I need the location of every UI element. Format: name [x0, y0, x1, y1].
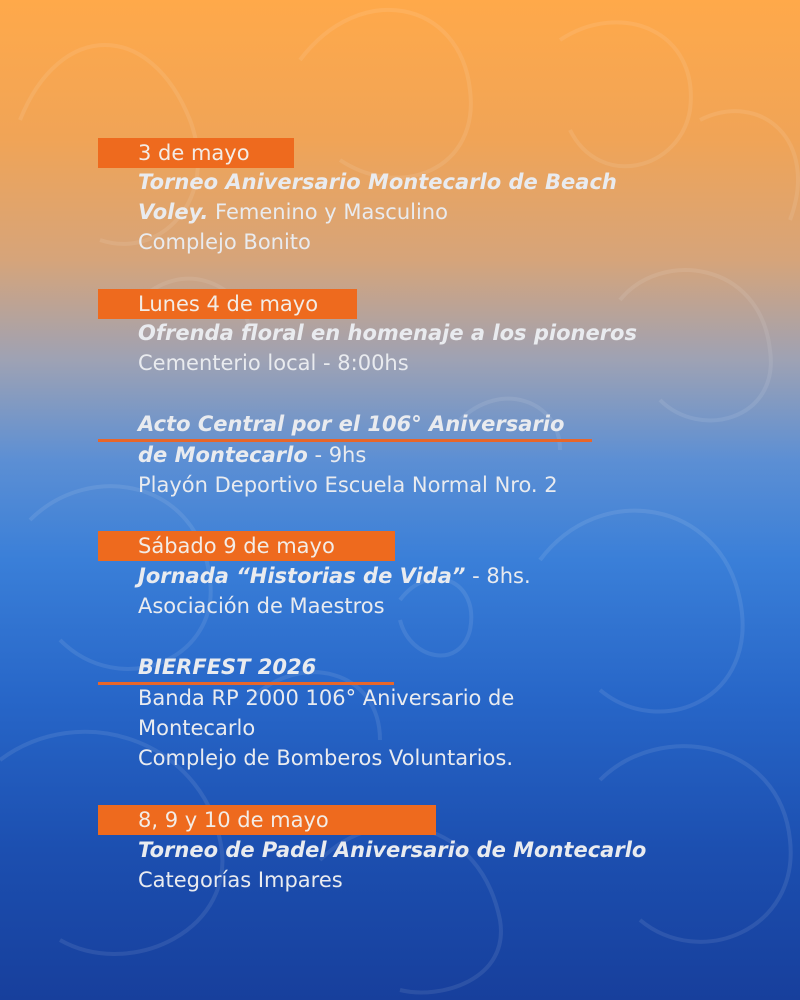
date-tag: [98, 138, 294, 168]
event-time: - 8hs.: [472, 564, 531, 588]
date-label: Sábado 9 de mayo: [138, 534, 335, 558]
event-place: Asociación de Maestros: [138, 594, 385, 618]
date-tag: [98, 531, 395, 561]
event-detail: Femenino y Masculino: [215, 200, 448, 224]
event-place: Playón Deportivo Escuela Normal Nro. 2: [138, 473, 558, 497]
event-title: Ofrenda floral en homenaje a los pioneros: [138, 321, 637, 345]
event-title: BIERFEST 2026: [138, 655, 317, 679]
event-title: Jornada “Historias de Vida”: [138, 564, 466, 588]
event-title: Acto Central por el 106° Aniversario: [138, 412, 565, 436]
event-title-line: [138, 562, 531, 590]
date-label: Lunes 4 de mayo: [138, 292, 319, 316]
event-place: Complejo de Bomberos Voluntarios.: [138, 746, 514, 770]
event-place: Cementerio local - 8:00hs: [138, 351, 409, 375]
event-title-line2: [138, 441, 366, 469]
date-tag: [98, 289, 357, 319]
event-place: Complejo Bonito: [138, 230, 311, 254]
event-title: Torneo Aniversario Montecarlo de Beach: [138, 170, 617, 194]
event-title-cont: de Montecarlo: [138, 443, 308, 467]
event-detail-cont: Montecarlo: [138, 716, 256, 740]
event-time: - 9hs: [314, 443, 367, 467]
date-label: 8, 9 y 10 de mayo: [138, 808, 329, 832]
event-title: Torneo de Padel Aniversario de Montecarlo: [138, 838, 647, 862]
date-tag: [98, 805, 436, 835]
event-detail: Banda RP 2000 106° Aniversario de: [138, 686, 515, 710]
event-title-cont: Voley.: [138, 200, 209, 224]
date-label: 3 de mayo: [138, 141, 250, 165]
event-place: Categorías Impares: [138, 868, 343, 892]
event-title-line2: [138, 198, 448, 226]
